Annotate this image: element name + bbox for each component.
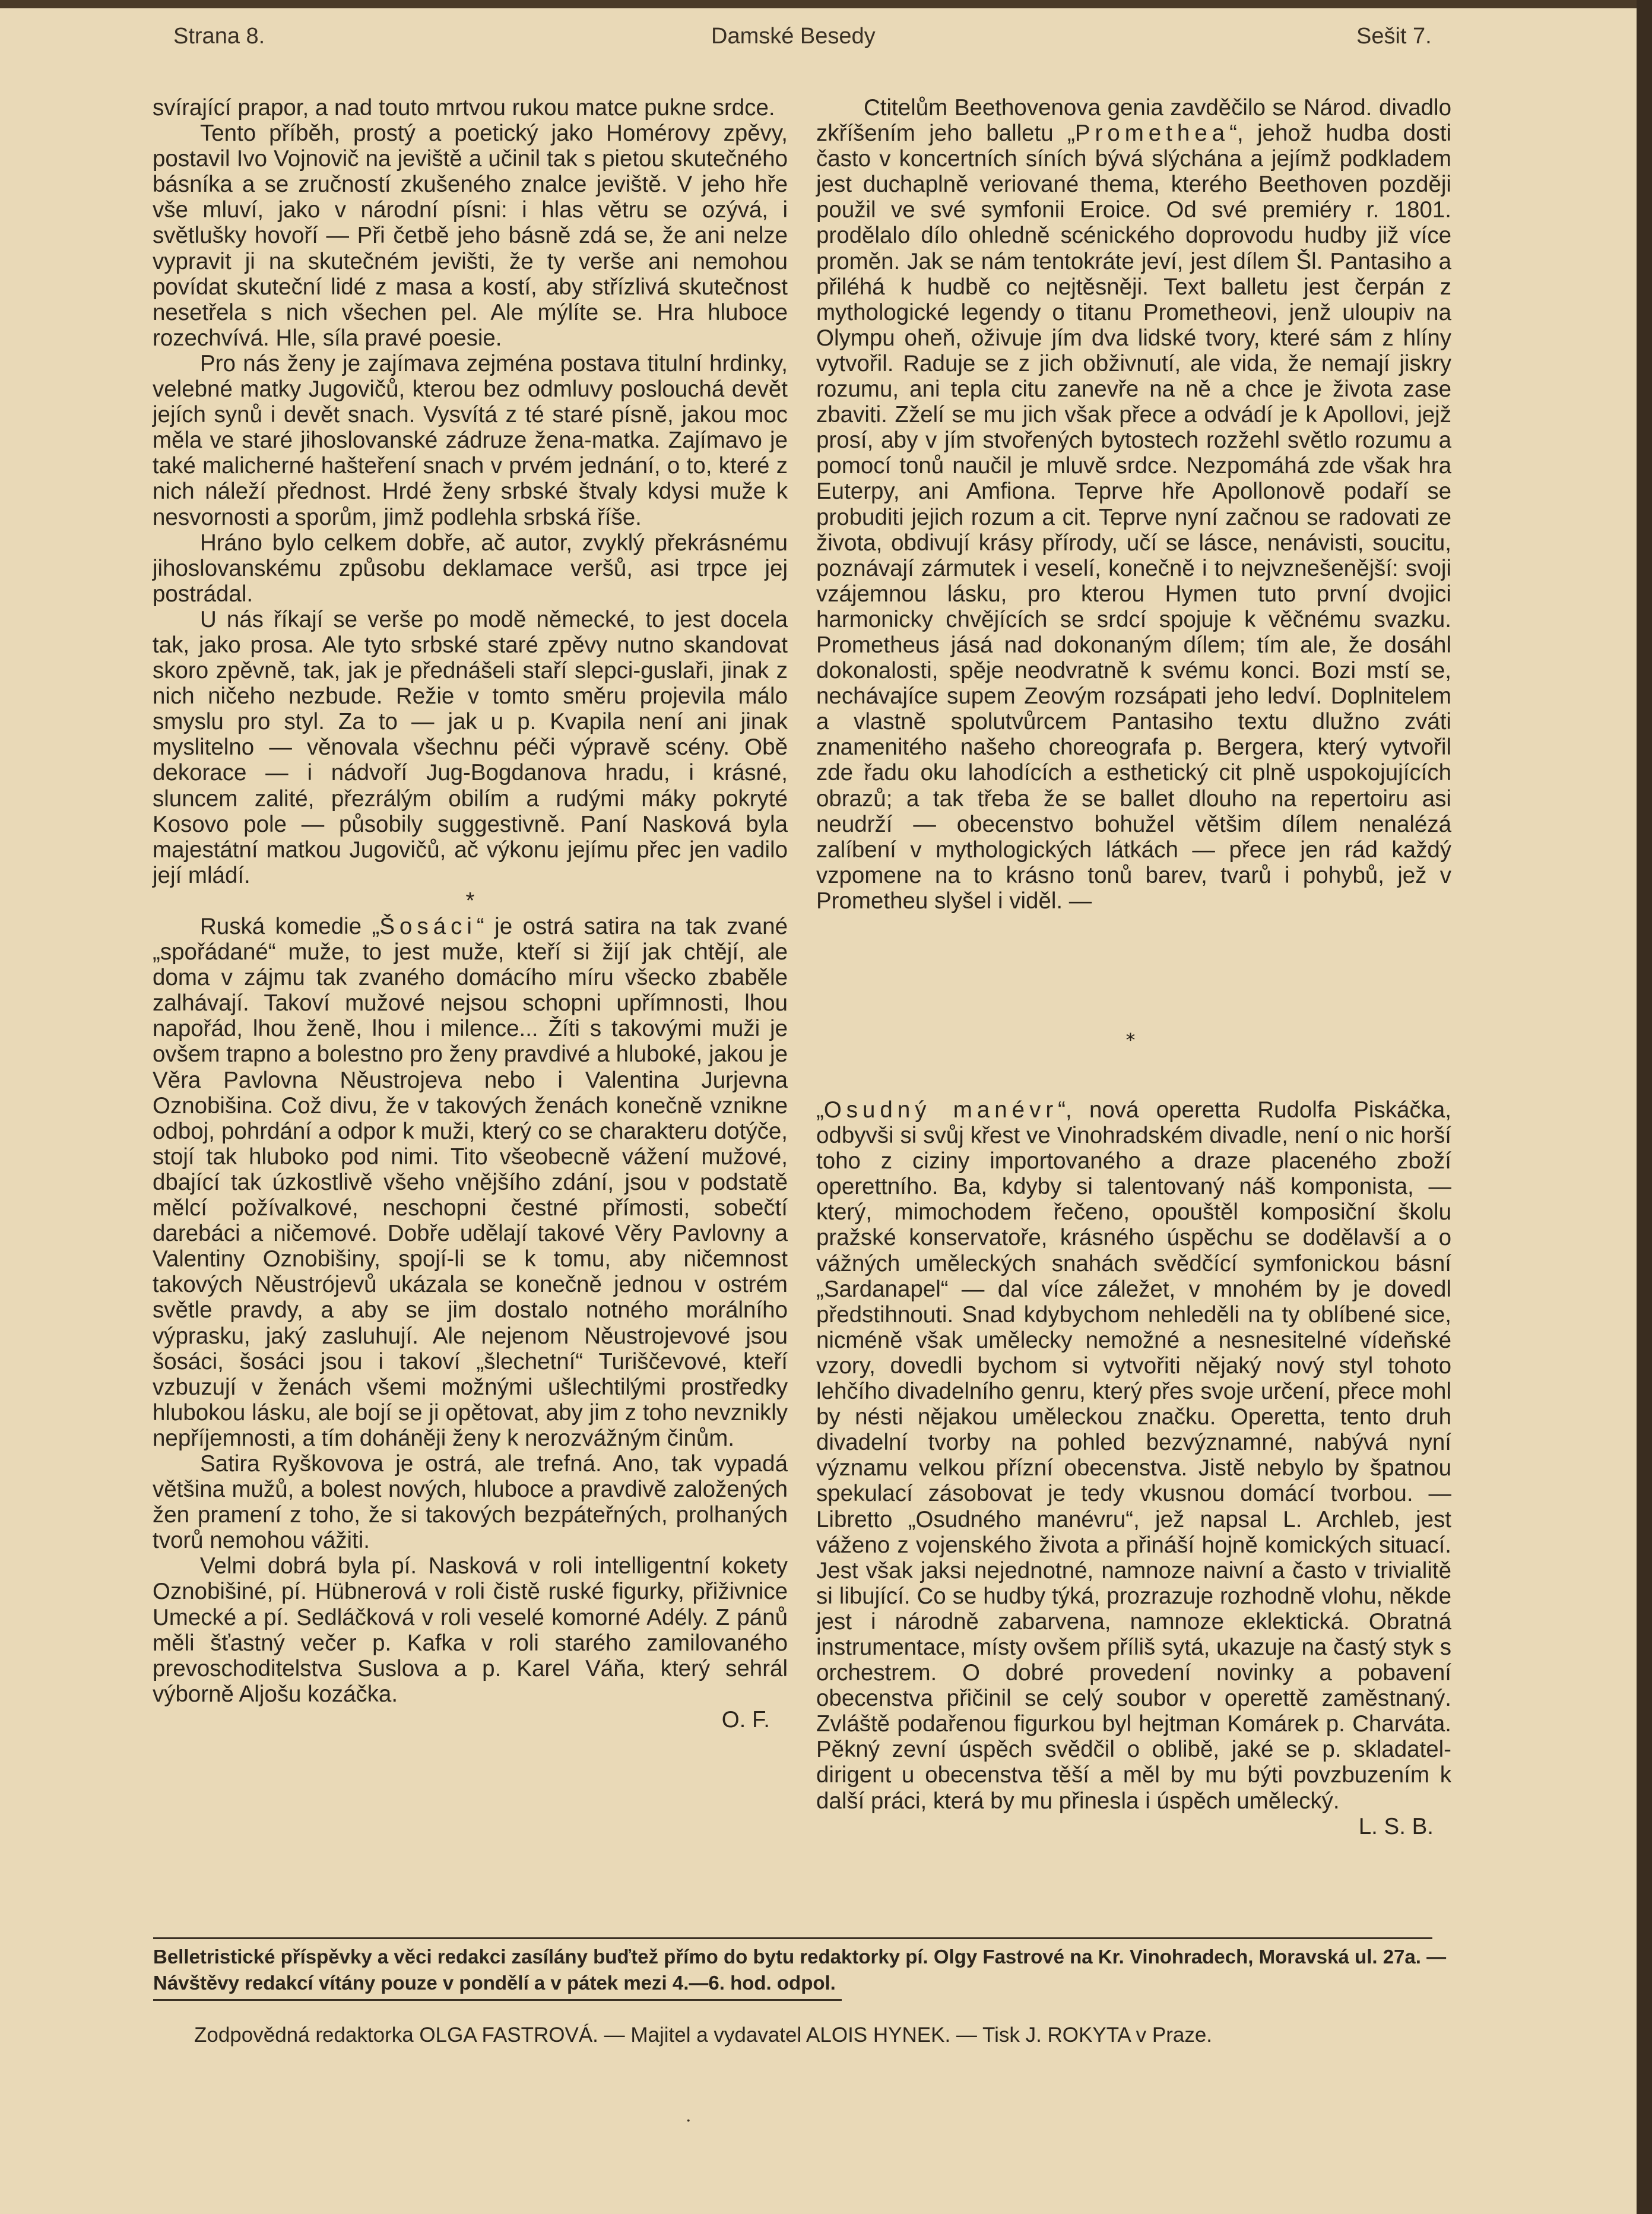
- section-separator: *: [1126, 1030, 1135, 1051]
- issue-number: Sešit 7.: [1356, 24, 1432, 49]
- footer-mark: ·: [686, 2111, 692, 2131]
- text: “ je ostrá satira na tak zvané „spořádané“ muže, to jest muže, kteří si žijí jak chtějí, ale doma v zájmu tak zvaného domácího míru všecko zbaběle zalhávají. Takoví mužové nejsou schopni upřímnosti, lhou napořád, lhou ženě, lhou i milence... Žíti s takovými muži je ovšem trapno a bolestno pro ženy pravdivé a hluboké, jakou je Věra Pavlovna Něustrojeva nebo i Valentina Jurjevna Oznobišina. Což divu, že v takových ženách konečně vznikne odboj, pohrdání a odpor k muži, který co se charakteru dotýče, stojí tak hluboko pod nimi. Tito všeobecně vážení mužové, dbající tak úzkostlivě všeho vnějšího zdání, jsou v podstatě mělcí požívalkové, neschopni čestné přímosti, sobečtí darebáci a ničemové. Dobře udělají takové Věry Pavlovny a Valentiny Oznobišiny, spojí-li se k tomu, aby ničemnost takových Něustrójevů ukázala se konečně jednou v ostrém světle pravdy, a aby se jim dostalo notného morálního výprasku, jaký zasluhují. Ale nejenom Něustrojevové jsou šosáci, šosáci jsou i takoví „šlechetní“ Turiščevové, kteří vzbuzují v ženách všemi možnými ušlechtilými prostředky hlubokou lásku, ale bojí se ji opětovat, aby jim z toho nevznikly nepříjemnosti, a tím doháněji ženy k nerozvážným činům.: [153, 914, 788, 1451]
- text: “, jehož hudba dosti často v koncertních síních bývá slýchána a jejímž podkladem jest duchaplně veriované thema, kterého Beethoven později použil ve své symfonii Eroice. Od své premiéry r. 1801. prodělalo dílo ohledně scénického doprovodu hudby již více proměn. Jak se nám tentokráte jeví, jest dílem Šl. Pantasiho a přiléhá k hudbě co nejtěsněji. Text balletu jest čerpán z mythologické legendy o titanu Prometheovi, jenž uloupiv na Olympu oheň, oživuje jím dva lidské tvory, které sám z hlíny vytvořil. Raduje se z jich obživnutí, ale vida, že nemají jiskry rozumu, ani tepla citu zanevře na ně a chce je života zase zbaviti. Zželí se mu jich však přece a odvádí je k Apollovi, jejž prosí, aby v jím stvořených bytostech rozžehl světlo rozumu a pomocí tonů naučil je mluvě srdce. Nezpomáhá zde však hra Euterpy, ani Amfiona. Teprve hře Apollonově podaří se probuditi jejich rozum a cit. Teprve nyní začnou se radovati ze života, obdivují krásy přírody, učí se lásce, nenávisti, soucitu, poznávají zármutek i veselí, konečně i to nejvznešenější: svoji vzájemnou lásku, pro kterou Hymen tuto první dvojici harmonicky chvějících se srdcí spojuje k věčnému svazku. Prometheus jásá nad dokonaným dílem; tím ale, že dosáhl dokonalosti, spěje neodvratně k svému konci. Bozi mstí se, nechávajíce supem Zeovým rozsápati jeho ledví. Doplnitelem a vlastně spolutvůrcem Pantasiho textu dlužno zváti znamenitého našeho choreografa p. Bergera, který vytvořil zde řadu oku lahodících a esthetický cit plně uspokojujících obrazů; a tak třeba že se ballet dlouho na repertoiru asi neudrží — obecenstvo bohužel většim dílem nenalézá zalíbení v mythologických látkách — přece jen rád každý vzpomene na to krásno tonů barev, tvarů i pohybů, jež v Prometheu slyšel i viděl. —: [816, 121, 1451, 914]
- text: “, nová operetta Rudolfa Piskáčka, odbyvši si svůj křest ve Vinohradském divadle, není o nic horší toho z ciziny importovaného a draze placeného zboží operettního. Ba, kdyby si talentovaný náš komponista, — který, mimochodem řečeno, opouštěl komposiční školu pražské konservatoře, krásného úspěchu se dodělavší a o vážných uměleckých snahách svědčící symfonickou básní „Sardanapel“ — dal více záležet, v mnohém by je dovedl předstihnouti. Snad kdybychom nehleděli na ty oblíbené sice, nicméně však umělecky nemožné a nesnesitelné vídeňské vzory, dovedli bychom si vytvořiti nějaký nový styl tohoto lehčího divadelního genru, který přes svoje určení, přece mohl by nésti nějakou uměleckou značku. Operetta, tento druh divadelní tvorby na pohled bezvýznamné, nabývá nyní významu velkou přízní obecenstva. Jistě nebylo by špatnou spekulací zásobovat je tedy vkusnou domácí tvorbou. — Libretto „Osudného manévru“, jež napsal L. Archleb, jest váženo z vojenského života a přináší hojně komických situací. Jest však jaksi nejednotné, namnoze naivní a často v trivialitě si libující. Co se hudby týká, prozrazuje rozhodně vlohu, někde jest i národně zabarvena, namnoze eklektická. Obratná instrumentace, místy ovšem příliš sytá, ukazuje na častý styk s orchestrem. O dobré provedení novinky a pobavení obecenstva přičinil se celý soubor v operettě zaměstnaný. Zvláště podařenou figurkou byl hejtman Komárek p. Charváta. Pěkný zevní úspěch svědčil o oblibě, jaké se p. skladatel-dirigent u obecenstva těší a měl by mu býti povzbuzením k další práci, která by mu přinesla i úspěch umělecký.: [816, 1097, 1451, 1814]
- paragraph: Satira Ryškovova je ostrá, ale trefná. Ano, tak vypadá většina mužů, a bolest nových, hluboce a pravdivě založených žen pramení z toho, že si takových bezpáteřných, prolhaných tvorů nemohou vážiti.: [153, 1450, 788, 1554]
- left-column: [153, 95, 788, 1732]
- divider: [153, 1937, 1432, 1939]
- right-column-bottom: [816, 1097, 1451, 1839]
- paragraph: Hráno bylo celkem dobře, ač autor, zvyklý překrásnému jihoslovanskému způsobu deklamace veršů, asi trpce jej postrádal.: [153, 530, 788, 607]
- paragraph: U nás říkají se verše po modě německé, to jest docela tak, jako prosa. Ale tyto srbské staré zpěvy nutno skandovat skoro zpěvně, tak, jak je přednášeli staří slepci-guslaři, jinak z nich ničeho nezbude. Režie v tomto směru projevila málo smyslu pro styl. Za to — jak u p. Kvapila není ani jinak myslitelno — věnovala všechnu péči výpravě scény. Obě dekorace — i nádvoří Jug-Bogdanova hradu, i krásné, sluncem zalité, přezrálým obilím a rudými máky pokryté Kosovo pole — působily suggestivně. Paní Nasková byla majestátní matkou Jugovičů, ač výkonu jejímu přec jen vadilo její mládí.: [153, 606, 788, 888]
- right-column-top: [816, 95, 1451, 914]
- text: Ctitelům Beethovenova genia zavděčilo se Národ. divadlo zkříšením jeho balletu „: [816, 95, 1451, 147]
- section-separator: *: [465, 888, 475, 914]
- page-number: Strana 8.: [173, 24, 265, 49]
- paragraph: Pro nás ženy je zajímava zejména postava titulní hrdinky, velebné matky Jugovičů, kterou bez odmluvy poslouchá devět jejích synů i devět snach. Vysvítá z té staré písně, jakou moc měla ve staré jihoslovanské zádruze žena-matka. Zajímavo je také malicherné hašteření snach v prvém jednání, o to, které z nich náleží přednost. Hrdé ženy srbské štvaly kdysi muže k nesvornosti a sporům, jimž podlehla srbská říše.: [153, 350, 788, 530]
- page-top-edge: [0, 0, 1652, 8]
- publication-title: Damské Besedy: [711, 24, 876, 49]
- paragraph: Tento příběh, prostý a poetický jako Homérovy zpěvy, postavil Ivo Vojnovič na jeviště a učinil tak s pietou skutečného básníka a se zručností zkušeného znalce jeviště. V jeho hře vše mluví, jako v národní písni: i hlas větru se ozývá, i světlušky hovoří — Při četbě jeho básně zdá se, že ani nelze vypravit ji na skutečném jevišti, že ty verše ani nemohou povídat skuteční lidé z masa a kostí, aby střízlivá skutečnost nesetřela s nich všechen pel. Ale mýlíte se. Hra hluboce rozechvívá. Hle, síla pravé poesie.: [153, 121, 788, 351]
- operetta-title: Osudný manévr: [823, 1097, 1058, 1123]
- play-title: Šosáci: [379, 914, 477, 939]
- page-right-edge: [1637, 0, 1652, 2214]
- paragraph: Velmi dobrá byla pí. Nasková v roli intelligentní kokety Oznobišiné, pí. Hübnerová v roli čistě ruské figurky, přiživnice Umecké a pí. Sedláčková v roli veselé komorné Adély. Z pánů měli šťastný večer p. Kafka v roli starého zamilovaného prevoschoditelstva Suslova a p. Karel Váňa, který sehrál výborně Aljošu kozáčka.: [153, 1553, 788, 1707]
- text: „: [816, 1097, 824, 1123]
- editorial-notice: Belletristické příspěvky a věci redakci zasílány buďtež přímo do bytu redaktorky pí. Olgy Fastrové na Kr. Vinohradech, Moravská ul. 27a. — Návštěvy redakcí vítány pouze v pondělí a v pátek mezi 4.—6. hod. odpol.: [153, 1946, 1447, 1994]
- imprint-line: Zodpovědná redaktorka OLGA FASTROVÁ. — Majitel a vydavatel ALOIS HYNEK. — Tisk J. ROKYTA v Praze.: [194, 2023, 1213, 2047]
- paragraph-continuation: svírající prapor, a nad touto mrtvou rukou matce pukne srdce.: [153, 95, 775, 121]
- paragraph: [816, 1097, 1451, 1814]
- author-signature: L. S. B.: [1358, 1813, 1434, 1839]
- author-signature: O. F.: [721, 1706, 770, 1732]
- paragraph: [153, 914, 788, 1451]
- paragraph: [816, 95, 1451, 914]
- text: Ruská komedie „: [200, 914, 380, 939]
- ballet-title: Promethea: [1074, 121, 1230, 147]
- divider: [153, 1999, 842, 2001]
